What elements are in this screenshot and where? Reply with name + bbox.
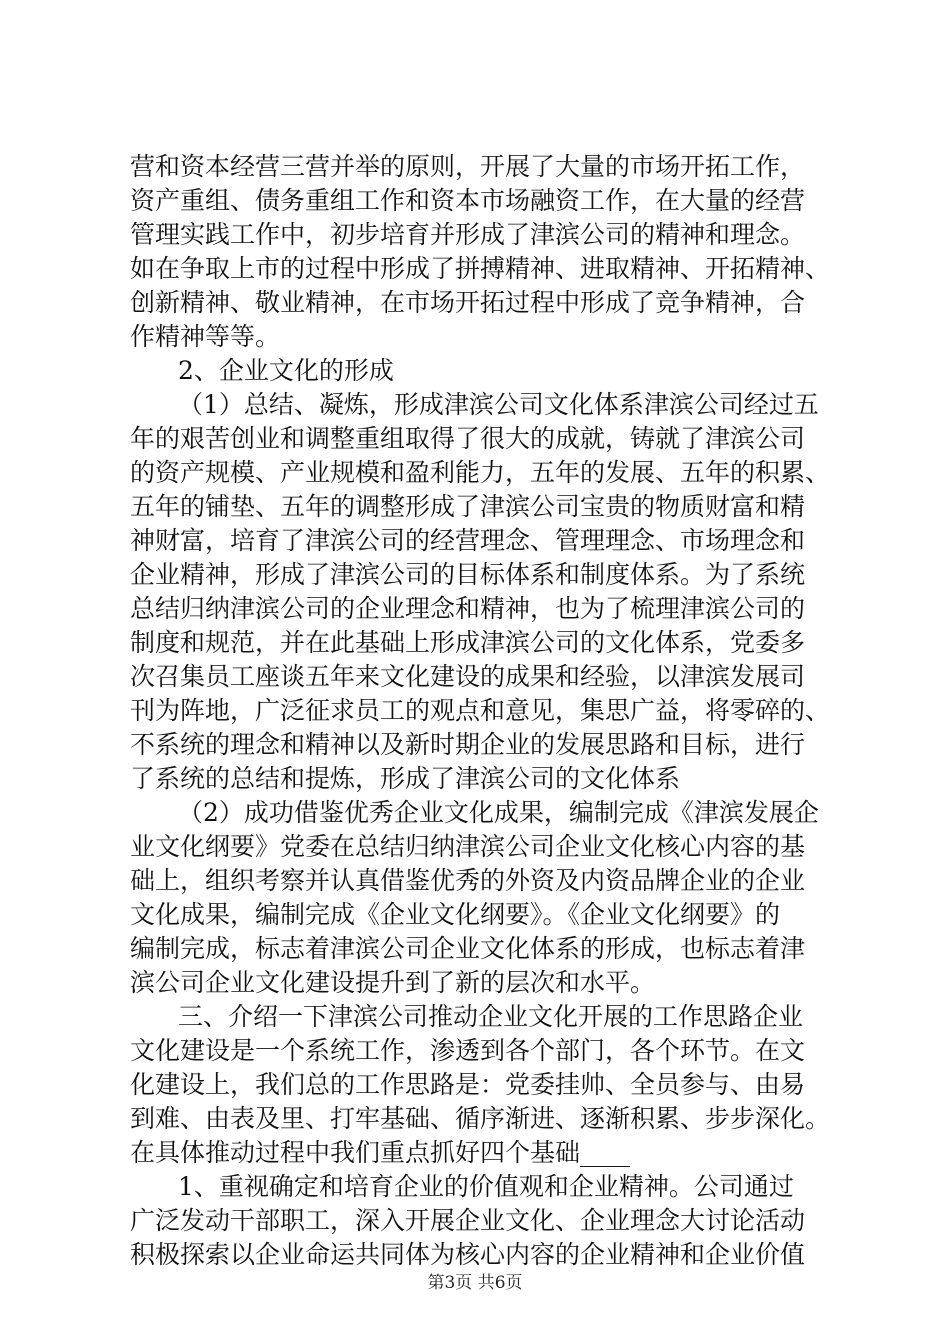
text-line: 了系统的总结和提炼，形成了津滨公司的文化体系 — [130, 764, 681, 793]
page-number-footer: 第3页 共6页 — [427, 1273, 523, 1293]
text-line: 的资产规模、产业规模和盈利能力，五年的发展、五年的积累、 — [130, 458, 831, 487]
text-line: 资产重组、债务重组工作和资本市场融资工作，在大量的经营 — [130, 186, 806, 215]
text-line: 年的艰苦创业和调整重组取得了很大的成就，铸就了津滨公司 — [130, 424, 806, 453]
text-line: 文化成果，编制完成《企业文化纲要》。《企业文化纲要》的 — [130, 900, 781, 929]
text-line: 础上，组织考察并认真借鉴优秀的外资及内资品牌企业的企业 — [130, 866, 806, 895]
paragraph-start: （1）总结、凝炼，形成津滨公司文化体系津滨公司经过五 — [178, 390, 819, 419]
text-line: 刊为阵地，广泛征求员工的观点和意见，集思广益，将零碎的、 — [130, 696, 831, 725]
text-line: 不系统的理念和精神以及新时期企业的发展思路和目标，进行 — [130, 730, 806, 759]
text-line: 积极探索以企业命运共同体为核心内容的企业精神和企业价值 — [130, 1240, 806, 1269]
text-line: 到难、由表及里、打牢基础、循序渐进、逐渐积累、步步深化。 — [130, 1104, 831, 1133]
paragraph-start: 三、介绍一下津滨公司推动企业文化开展的工作思路企业 — [178, 1002, 804, 1031]
text-line: 编制完成，标志着津滨公司企业文化体系的形成，也标志着津 — [130, 934, 806, 963]
text-line: 制度和规范，并在此基础上形成津滨公司的文化体系，党委多 — [130, 628, 806, 657]
text-line: 作精神等等。 — [130, 322, 281, 351]
text-line: 营和资本经营三营并举的原则，开展了大量的市场开拓工作， — [130, 152, 806, 181]
text-line: 业文化纲要》党委在总结归纳津滨公司企业文化核心内容的基 — [130, 832, 806, 861]
text-line: 总结归纳津滨公司的企业理念和精神，也为了梳理津滨公司的 — [130, 594, 806, 623]
text-line: 创新精神、敬业精神，在市场开拓过程中形成了竞争精神，合 — [130, 288, 806, 317]
text-line: 文化建设是一个系统工作，渗透到各个部门，各个环节。在文 — [130, 1036, 806, 1065]
document-body — [130, 150, 850, 1272]
text-line: 管理实践工作中，初步培育并形成了津滨公司的精神和理念。 — [130, 220, 806, 249]
text-line: 如在争取上市的过程中形成了拼搏精神、进取精神、开拓精神、 — [130, 254, 831, 283]
text-line: 在具体推动过程中我们重点抓好四个基础____ — [130, 1138, 631, 1167]
section-heading: 2、企业文化的形成 — [178, 356, 394, 385]
text-line: 滨公司企业文化建设提升到了新的层次和水平。 — [130, 968, 656, 997]
paragraph-start: 1、重视确定和培育企业的价值观和企业精神。公司通过 — [178, 1172, 794, 1201]
text-line: 企业精神，形成了津滨公司的目标体系和制度体系。为了系统 — [130, 560, 806, 589]
text-line: 化建设上，我们总的工作思路是：党委挂帅、全员参与、由易 — [130, 1070, 806, 1099]
text-line: 五年的铺垫、五年的调整形成了津滨公司宝贵的物质财富和精 — [130, 492, 806, 521]
paragraph-start: （2）成功借鉴优秀企业文化成果，编制完成《津滨发展企 — [178, 798, 819, 827]
text-line: 次召集员工座谈五年来文化建设的成果和经验，以津滨发展司 — [130, 662, 806, 691]
text-line: 广泛发动干部职工，深入开展企业文化、企业理念大讨论活动 — [130, 1206, 806, 1235]
text-line: 神财富，培育了津滨公司的经营理念、管理理念、市场理念和 — [130, 526, 806, 555]
